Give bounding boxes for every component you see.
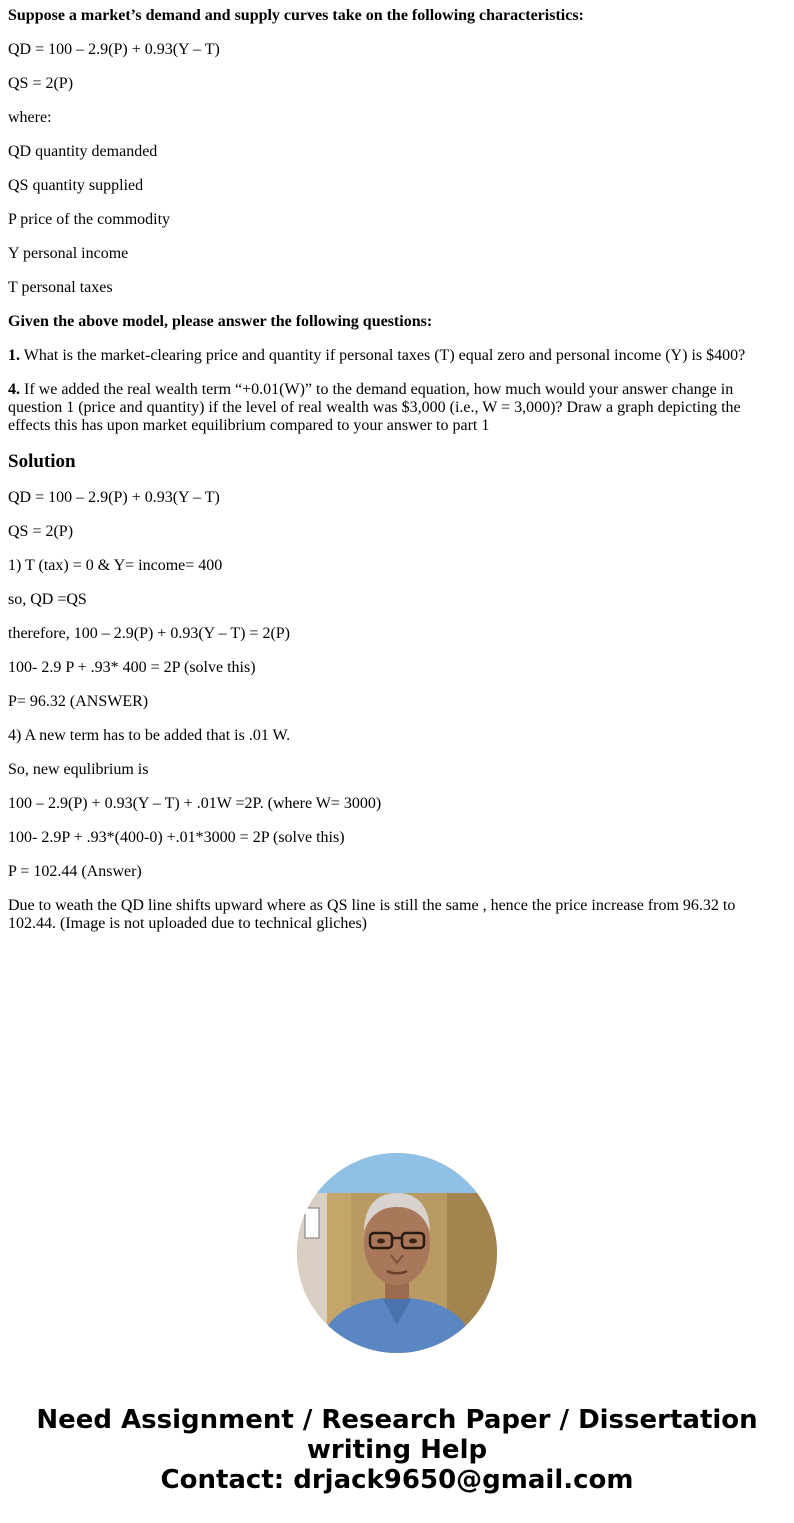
question-prompt: Given the above model, please answer the following questions: xyxy=(8,313,433,330)
solution-line: therefore, 100 – 2.9(P) + 0.93(Y – T) = 2(P) xyxy=(8,625,290,642)
solution-line: P= 96.32 (ANSWER) xyxy=(8,693,149,710)
question-1 xyxy=(8,347,778,365)
solution-line: so, QD =QS xyxy=(8,591,87,608)
question-4-text: If we added the real wealth term “+0.01(W)” to the demand equation, how much would your answer change in question 1 (price and quantity) if the level of real wealth was $3,000 (i.e., W = 3,000)? Draw a graph depicting the effects this has upon market equilibrium compared to your answer to part 1 xyxy=(8,381,741,434)
solution-heading: Solution xyxy=(8,451,76,472)
definition-item: QS quantity supplied xyxy=(8,177,144,194)
definition-item: P price of the commodity xyxy=(8,211,171,228)
qs-equation: QS = 2(P) xyxy=(8,75,74,92)
solution-line: QS = 2(P) xyxy=(8,523,74,540)
author-avatar xyxy=(297,1153,497,1353)
solution-line: P = 102.44 (Answer) xyxy=(8,863,142,880)
solution-conclusion: Due to weath the QD line shifts upward where as QS line is still the same , hence the price increase from 96.32 to 102.44. (Image is not uploaded due to technical gliches) xyxy=(8,897,736,932)
where-label: where: xyxy=(8,109,52,126)
solution-line: 100 – 2.9(P) + 0.93(Y – T) + .01W =2P. (where W= 3000) xyxy=(8,795,382,812)
contact-line: Contact: drjack9650@gmail.com xyxy=(160,1465,634,1495)
solution-line: 100- 2.9 P + .93* 400 = 2P (solve this) xyxy=(8,659,256,676)
banner-line: Need Assignment / Research Paper / Dissertation xyxy=(36,1405,758,1435)
solution-line: 1) T (tax) = 0 & Y= income= 400 xyxy=(8,557,223,574)
question-1-number: 1. xyxy=(8,347,20,364)
solution-line: 4) A new term has to be added that is .01 W. xyxy=(8,727,291,744)
definition-item: T personal taxes xyxy=(8,279,113,296)
solution-line: 100- 2.9P + .93*(400-0) +.01*3000 = 2P (solve this) xyxy=(8,829,345,846)
definition-item: Y personal income xyxy=(8,245,129,262)
question-1-text: What is the market-clearing price and quantity if personal taxes (T) equal zero and personal income (Y) is $400? xyxy=(20,347,746,364)
question-4-number: 4. xyxy=(8,381,20,398)
contact-banner xyxy=(0,1405,794,1495)
solution-line: QD = 100 – 2.9(P) + 0.93(Y – T) xyxy=(8,489,220,506)
qd-equation: QD = 100 – 2.9(P) + 0.93(Y – T) xyxy=(8,41,220,58)
document-body xyxy=(8,7,778,949)
author-photo xyxy=(297,1153,497,1353)
banner-line: writing Help xyxy=(306,1435,488,1465)
definition-item: QD quantity demanded xyxy=(8,143,158,160)
solution-line: So, new equlibrium is xyxy=(8,761,149,778)
question-4 xyxy=(8,381,778,435)
question-intro: Suppose a market’s demand and supply curves take on the following characteristics: xyxy=(8,7,584,24)
